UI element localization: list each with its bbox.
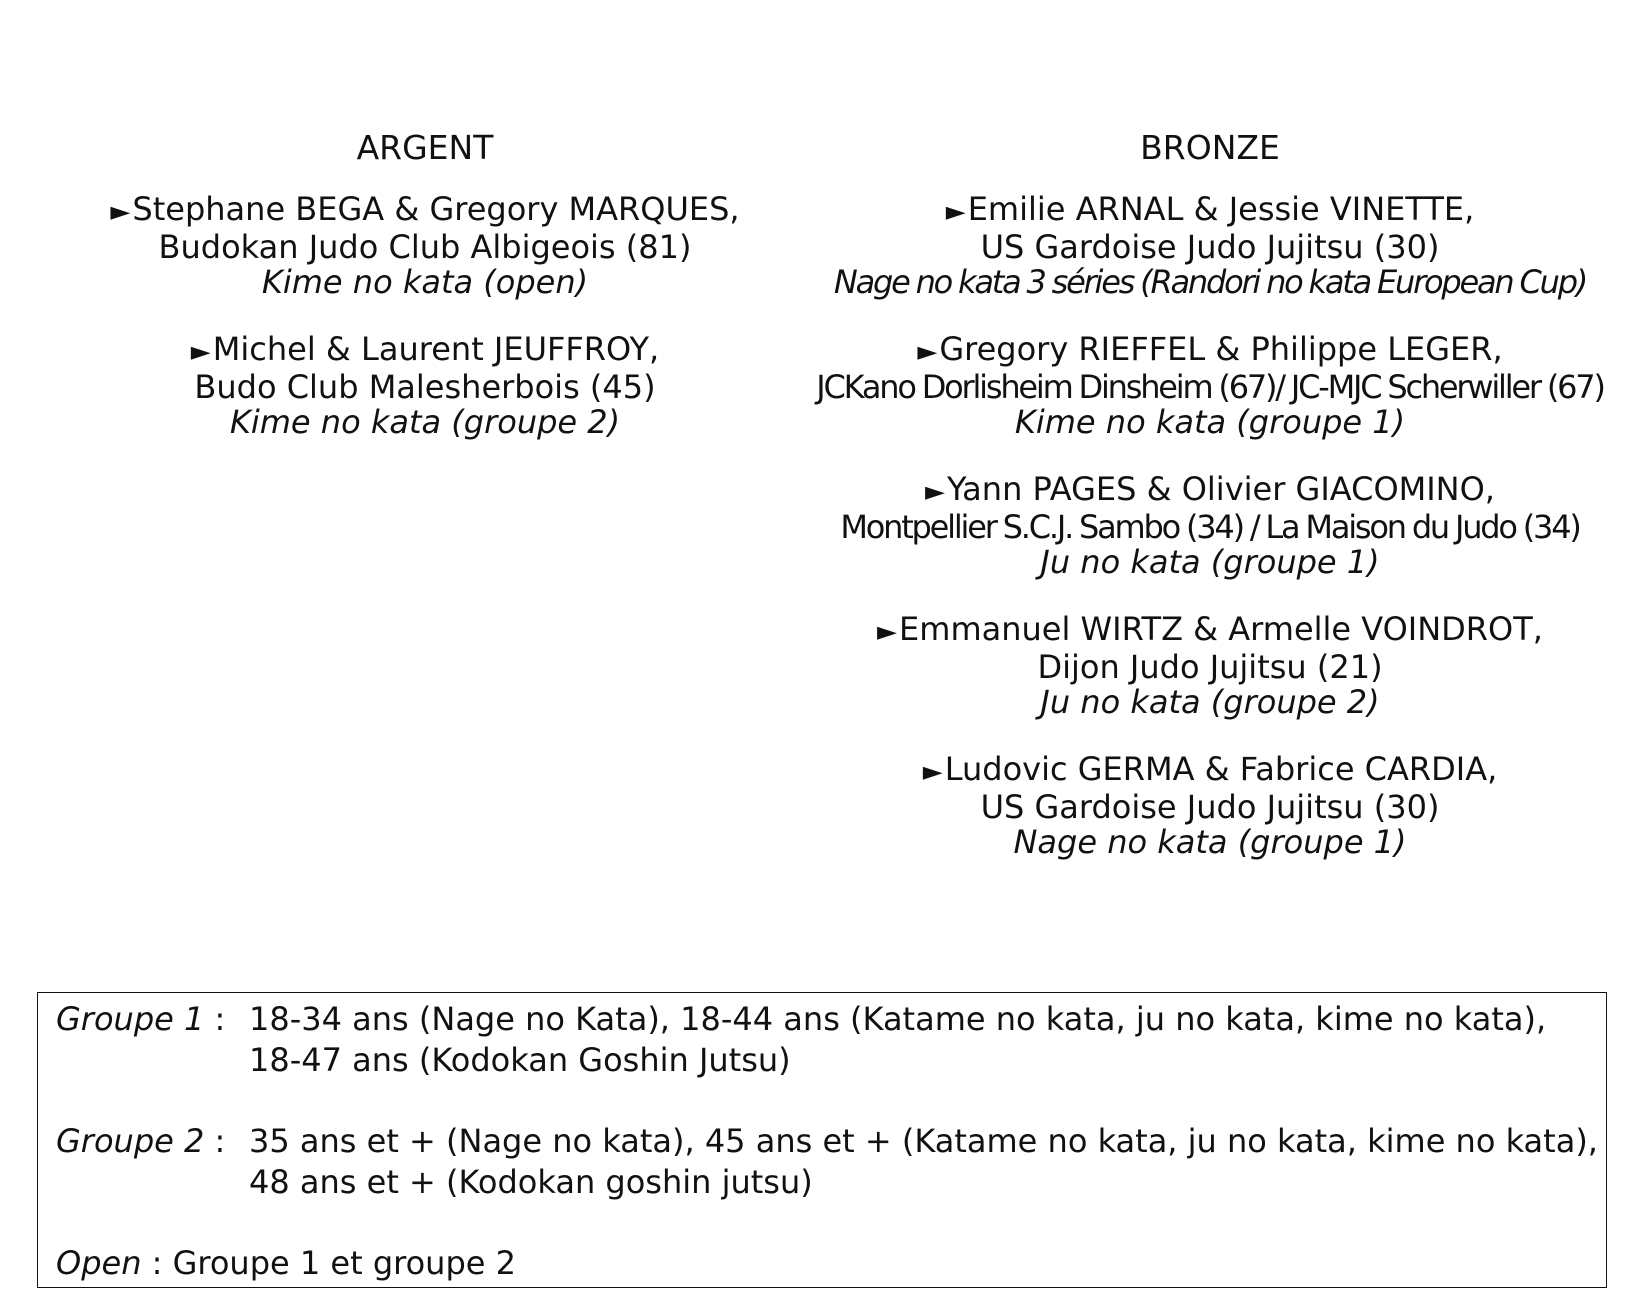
entry-names [810,192,1610,230]
entry-club: Budo Club Malesherbois (45) [194,368,656,406]
bronze-column [810,128,1610,892]
legend-label: Groupe 1 [56,1000,205,1038]
entry-club: US Gardoise Judo Jujitsu (30) [980,228,1440,266]
arrow-icon: ► [945,197,966,227]
legend-label: Open [56,1244,142,1282]
arrow-icon: ► [917,337,938,367]
entry-club: Dijon Judo Jujitsu (21) [1037,648,1383,686]
legend-line: 18-34 ans (Nage no Kata), 18-44 ans (Katame no kata, ju no kata, kime no kata), [249,1000,1547,1038]
legend-line: 35 ans et + (Nage no kata), 45 ans et + (Katame no kata, ju no kata, kime no kata), [249,1122,1598,1160]
entry-club: Montpellier S.C.J. Sambo (34) / La Maison du Judo (34) [840,508,1580,546]
arrow-icon: ► [922,757,943,787]
entry-kata: Kime no kata (open) [261,263,589,301]
entry-names [810,612,1610,650]
legend-label: Groupe 2 [56,1122,205,1160]
entry-names [40,192,810,230]
legend-line: 48 ans et + (Kodokan goshin jutsu) [249,1163,813,1201]
legend-description [249,999,1546,1081]
bronze-entry [810,192,1610,300]
entry-names-text: Gregory RIEFFEL & Philippe LEGER, [939,330,1503,368]
arrow-icon: ► [877,617,898,647]
entry-names [810,752,1610,790]
entry-kata: Kime no kata (groupe 2) [229,403,621,441]
bronze-entry [810,612,1610,720]
legend-open [56,1243,1596,1284]
entry-club: US Gardoise Judo Jujitsu (30) [980,788,1440,826]
entry-names-text: Yann PAGES & Olivier GIACOMINO, [947,470,1495,508]
legend-open-text: Groupe 1 et groupe 2 [172,1244,516,1282]
bronze-heading: BRONZE [1140,128,1280,167]
entry-club: JCKano Dorlisheim Dinsheim (67)/ JC-MJC Scherwiller (67) [816,368,1604,406]
entry-kata: Ju no kata (groupe 1) [1040,543,1380,581]
bronze-entry [810,472,1610,580]
entry-names-text: Stephane BEGA & Gregory MARQUES, [132,190,740,228]
entry-names [810,472,1610,510]
entry-kata: Nage no kata 3 séries (Randori no kata European Cup) [833,263,1587,301]
arrow-icon: ► [925,477,946,507]
entry-club: Budokan Judo Club Albigeois (81) [158,228,692,266]
legend-separator: : [204,1000,226,1038]
entry-kata: Kime no kata (groupe 1) [1014,403,1406,441]
entry-names-text: Michel & Laurent JEUFFROY, [212,330,660,368]
argent-heading: ARGENT [356,128,494,167]
bronze-entry [810,752,1610,860]
legend-box [37,992,1607,1288]
legend-groupe-1 [56,999,1596,1079]
entry-names-text: Ludovic GERMA & Fabrice CARDIA, [944,750,1498,788]
legend-description [249,1121,1598,1203]
argent-entry [40,332,810,440]
entry-kata: Nage no kata (groupe 1) [1013,823,1407,861]
legend-separator: : [204,1122,226,1160]
entry-names [810,332,1610,370]
arrow-icon: ► [110,197,131,227]
entry-names-text: Emmanuel WIRTZ & Armelle VOINDROT, [899,610,1543,648]
arrow-icon: ► [190,337,211,367]
legend-groupe-2 [56,1121,1598,1201]
legend-separator: : [141,1244,173,1282]
entry-names [40,332,810,370]
entry-names-text: Emilie ARNAL & Jessie VINETTE, [967,190,1475,228]
argent-entry [40,192,810,300]
bronze-entry [810,332,1610,440]
entry-kata: Ju no kata (groupe 2) [1040,683,1380,721]
argent-column [40,128,810,472]
legend-line: 18-47 ans (Kodokan Goshin Jutsu) [249,1041,791,1079]
